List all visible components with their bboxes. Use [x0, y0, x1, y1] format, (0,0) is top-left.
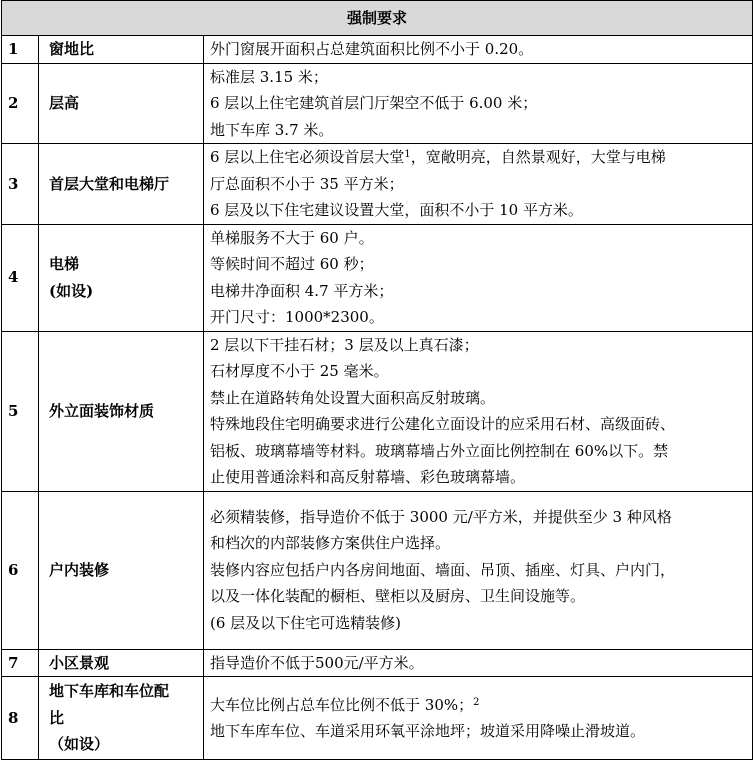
requirement-line	[210, 610, 748, 637]
item-name	[39, 224, 204, 331]
requirement-segment: 指导造价不低于500元/平方米。	[210, 653, 424, 672]
row-number: 4	[2, 224, 39, 331]
requirement-segment: ，宽敞明亮，自然景观好，大堂与电梯	[410, 148, 666, 166]
item-name	[39, 331, 204, 491]
requirement-text	[204, 677, 753, 760]
requirement-segment: 必须精装修，指导造价不低于 3000 元/平方米，并提供至少 3 种风格	[210, 507, 672, 526]
table-body	[2, 36, 753, 760]
requirement-segment: 6 层及以下住宅建议设置大堂，面积不小于 10 平方米。	[210, 201, 583, 219]
requirement-line	[210, 64, 748, 91]
requirement-segment: 地下车库 3.7 米。	[210, 120, 334, 139]
table-row	[2, 491, 753, 649]
requirement-segment: 装修内容应包括户内各房间地面、墙面、吊顶、插座、灯具、户内门，	[210, 560, 676, 579]
requirement-text	[204, 144, 753, 225]
requirement-segment: 2 层以下干挂石材；3 层及以上真石漆；	[210, 335, 479, 354]
footnote-marker: 2	[473, 696, 480, 708]
requirement-segment: 标准层 3.15 米；	[210, 67, 328, 86]
table-row	[2, 63, 753, 144]
requirement-segment: 电梯井净面积 4.7 平方米；	[210, 281, 394, 300]
requirement-text	[204, 224, 753, 331]
table-row	[2, 331, 753, 491]
row-number: 8	[2, 677, 39, 760]
requirement-segment: 单梯服务不大于 60 户。	[210, 228, 374, 247]
item-name	[39, 63, 204, 144]
requirement-line	[210, 438, 748, 465]
requirement-segment: 铝板、玻璃幕墙等材料。玻璃幕墙占外立面比例控制在 60%以下。禁	[210, 441, 669, 460]
item-name	[39, 491, 204, 649]
requirements-table	[1, 0, 753, 760]
requirement-line	[210, 385, 748, 412]
table-row	[2, 649, 753, 677]
requirement-segment: 特殊地段住宅明确要求进行公建化立面设计的应采用石材、高级面砖、	[210, 415, 676, 433]
requirement-line	[210, 278, 748, 305]
requirement-line	[210, 530, 748, 557]
requirement-segment: 以及一体化装配的橱柜、壁柜以及厨房、卫生间设施等。	[210, 587, 586, 606]
requirement-segment: 和档次的内部装修方案供住户选择。	[210, 534, 451, 553]
requirement-line	[210, 304, 748, 331]
footnote-marker: 1	[404, 149, 411, 160]
item-name-line: 地下车库和车位配	[49, 682, 170, 701]
requirement-segment: 地下车库车位、车道采用环氧平涂地坪；坡道采用降噪止滑坡道。	[210, 722, 646, 740]
row-number: 2	[2, 63, 39, 144]
item-name-line: 比	[49, 708, 65, 727]
requirement-text	[204, 491, 753, 649]
requirement-line	[210, 197, 748, 224]
item-name-line: （如设）	[49, 735, 110, 754]
item-name	[39, 649, 204, 677]
requirement-text	[204, 63, 753, 144]
table-header: 强制要求	[2, 1, 753, 36]
requirement-segment: 石材厚度不小于 25 毫米。	[210, 362, 389, 380]
row-number: 1	[2, 36, 39, 64]
row-number: 5	[2, 331, 39, 491]
requirement-segment: 禁止在道路转角处设置大面积高反射玻璃。	[210, 388, 496, 407]
requirement-line	[210, 90, 748, 117]
requirement-line	[210, 144, 748, 171]
requirement-segment: 外门窗展开面积占总建筑面积比例不小于 0.20。	[210, 40, 534, 58]
requirement-segment: (6 层及以下住宅可选精装修)	[210, 613, 402, 632]
requirement-segment: 等候时间不超过 60 秒；	[210, 255, 374, 273]
table-row	[2, 224, 753, 331]
requirement-segment: 开门尺寸：1000*2300。	[210, 308, 384, 326]
table-row	[2, 36, 753, 64]
requirement-line	[210, 583, 748, 610]
item-name-line: 层高	[49, 94, 80, 112]
requirement-line	[210, 557, 748, 584]
requirement-line	[210, 36, 748, 63]
requirement-text	[204, 36, 753, 64]
item-name-line: 户内装修	[49, 560, 110, 579]
requirement-line	[210, 117, 748, 144]
item-name-line: (如设)	[49, 281, 94, 300]
requirement-line	[210, 358, 748, 385]
item-name-line: 小区景观	[49, 653, 110, 672]
requirement-segment: 厅总面积不小于 35 平方米；	[210, 174, 404, 193]
requirement-line	[210, 251, 748, 278]
item-name-line: 电梯	[49, 255, 80, 273]
requirement-segment: 止使用普通涂料和高反射幕墙、彩色玻璃幕墙。	[210, 468, 526, 486]
requirement-line	[210, 692, 748, 719]
requirement-line	[210, 171, 748, 198]
row-number: 6	[2, 491, 39, 649]
requirement-text	[204, 331, 753, 491]
requirement-segment: 6 层以上住宅建筑首层门厅架空不低于 6.00 米；	[210, 94, 538, 112]
header-row	[2, 1, 753, 36]
item-name	[39, 36, 204, 64]
requirement-line	[210, 225, 748, 252]
requirement-segment: 6 层以上住宅必须设首层大堂	[210, 148, 405, 166]
item-name	[39, 677, 204, 760]
table-row	[2, 677, 753, 760]
item-name-line: 外立面装饰材质	[49, 401, 155, 420]
row-number: 7	[2, 649, 39, 677]
requirement-line	[210, 332, 748, 359]
requirement-line	[210, 504, 748, 531]
requirement-line	[210, 464, 748, 491]
table-row	[2, 144, 753, 225]
requirement-text	[204, 649, 753, 677]
row-number: 3	[2, 144, 39, 225]
requirement-line	[210, 411, 748, 438]
item-name	[39, 144, 204, 225]
requirement-line	[210, 650, 748, 677]
item-name-line: 首层大堂和电梯厅	[49, 174, 170, 193]
requirement-segment: 大车位比例占总车位比例不低于 30%；	[210, 695, 474, 714]
item-name-line: 窗地比	[49, 40, 95, 58]
